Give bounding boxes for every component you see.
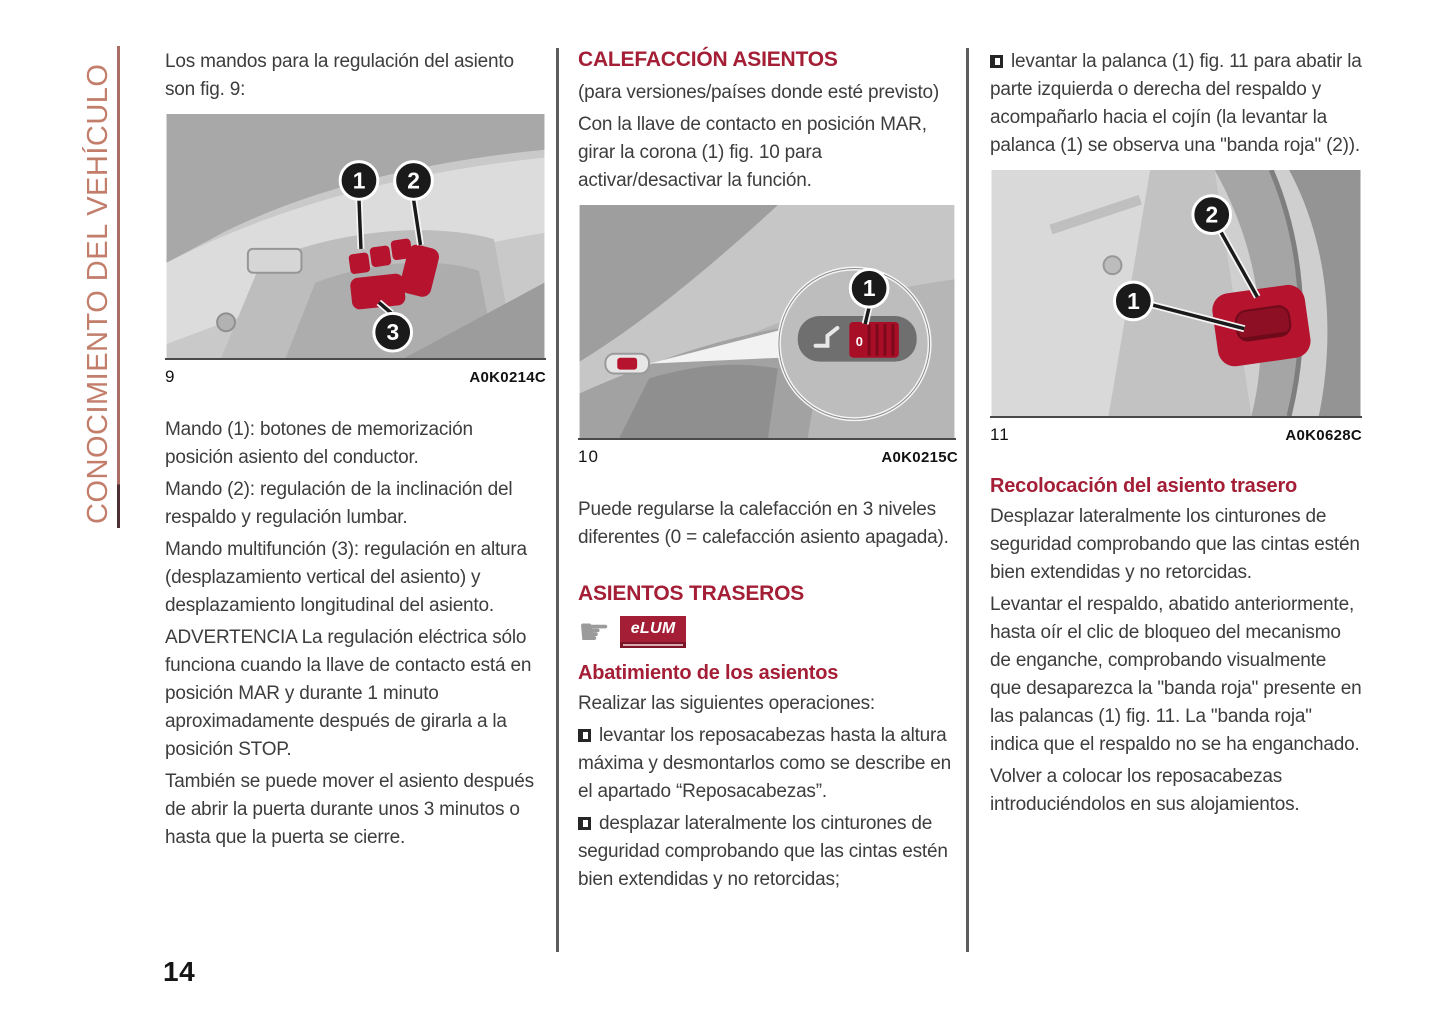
figure-10 (578, 205, 958, 472)
seat-heating-control-illustration (578, 205, 956, 440)
bullet-item (990, 48, 1362, 160)
bullet-text: levantar los reposacabezas hasta la altura máxima y desmontarlos como se describe en el apartado “Reposacabezas”. (578, 725, 952, 802)
bullet-square-icon (578, 817, 591, 830)
rear-seat-lever-illustration (990, 170, 1362, 418)
figure-code: A0K0215C (881, 449, 958, 466)
svg-text:1: 1 (352, 167, 366, 194)
figure-code: A0K0628C (1285, 427, 1362, 444)
section-heading: CALEFACCIÓN ASIENTOS (578, 48, 838, 71)
svg-text:1: 1 (1127, 287, 1140, 314)
figure-number: 11 (990, 425, 1010, 444)
bullet-item (578, 722, 958, 806)
seat-controls-illustration (165, 114, 546, 360)
paragraph: Con la llave de contacto en posición MAR, girar la corona (1) fig. 10 para activar/desactivar la función. (578, 114, 927, 191)
callout-2 (395, 162, 433, 200)
bullet-text: levantar la palanca (1) fig. 11 para abatir la parte izquierda o derecha del respaldo y acompañarlo hacia el cojín (la levantar la palanca (1) se observa una "banda roja" (2)). (990, 51, 1362, 156)
paragraph: (para versiones/países donde esté previsto) (578, 82, 940, 103)
page-number: 14 (163, 956, 196, 987)
elum-reference (578, 613, 958, 651)
callout-1 (850, 269, 888, 307)
figure-number: 10 (578, 447, 599, 466)
svg-text:0: 0 (855, 333, 863, 349)
figure-9 (165, 114, 546, 392)
heater-wheel (849, 322, 899, 358)
section-heading: ASIENTOS TRASEROS (578, 582, 805, 605)
paragraph: Mando multifunción (3): regulación en altura (desplazamiento vertical del asiento) y desplazamiento longitudinal del asiento. (165, 539, 527, 616)
paragraph: ADVERTENCIA La regulación eléctrica sólo funciona cuando la llave de contacto está en posición MAR y durante 1 minuto aproximadamente después de girarla a la posición STOP. (165, 627, 532, 760)
sub-heading: Abatimiento de los asientos (578, 662, 839, 684)
figure-11 (990, 170, 1362, 450)
column-2 (578, 48, 958, 898)
paragraph: Mando (2): regulación de la inclinación del respaldo y regulación lumbar. (165, 479, 513, 528)
figure-number: 9 (165, 367, 176, 386)
svg-text:3: 3 (386, 319, 399, 346)
column-3 (990, 48, 1362, 823)
figure-code: A0K0214C (469, 369, 546, 386)
bullet-item (578, 810, 958, 894)
elum-label: eLUM (630, 620, 676, 637)
column-1 (165, 48, 546, 856)
pointing-hand-icon: ☛ (578, 611, 611, 652)
paragraph: Puede regularse la calefacción en 3 niveles diferentes (0 = calefacción asiento apagada). (578, 499, 949, 548)
sub-heading: Recolocación del asiento trasero (990, 475, 1298, 497)
sidebar-rule (117, 46, 120, 528)
paragraph: Realizar las siguientes operaciones: (578, 693, 875, 714)
callout-1 (340, 162, 378, 200)
bullet-square-icon (578, 729, 591, 742)
svg-text:2: 2 (407, 167, 420, 194)
bullet-square-icon (990, 55, 1003, 68)
svg-text:1: 1 (862, 275, 876, 302)
paragraph: Levantar el respaldo, abatido anteriormente, hasta oír el clic de bloqueo del mecanismo de enganche, comprobando visualmente que desaparezca la "banda roja" presente en las palancas (1) fig. 11. La "banda roja" indica que el respaldo no se ha enganchado. (990, 594, 1362, 755)
svg-text:2: 2 (1205, 201, 1218, 228)
callout-1 (1115, 282, 1153, 320)
callout-3 (374, 313, 412, 351)
bullet-text: desplazar lateralmente los cinturones de seguridad comprobando que las cintas estén bien extendidas y no retorcidas; (578, 813, 948, 890)
column-divider (556, 48, 559, 952)
callout-2 (1193, 196, 1231, 234)
paragraph: Volver a colocar los reposacabezas introduciéndolos en sus alojamientos. (990, 766, 1300, 815)
paragraph: También se puede mover el asiento después de abrir la puerta durante unos 3 minutos o hasta que la puerta se cierre. (165, 771, 534, 848)
column-divider (966, 48, 969, 952)
intro-paragraph: Los mandos para la regulación del asiento son fig. 9: (165, 51, 514, 100)
elum-book-icon (620, 616, 686, 648)
chapter-title-vertical: CONOCIMIENTO DEL VEHÍCULO (82, 63, 114, 524)
paragraph: Desplazar lateralmente los cinturones de seguridad comprobando que las cintas estén bien extendidas y no retorcidas. (990, 506, 1360, 583)
paragraph: Mando (1): botones de memorización posición asiento del conductor. (165, 419, 473, 468)
